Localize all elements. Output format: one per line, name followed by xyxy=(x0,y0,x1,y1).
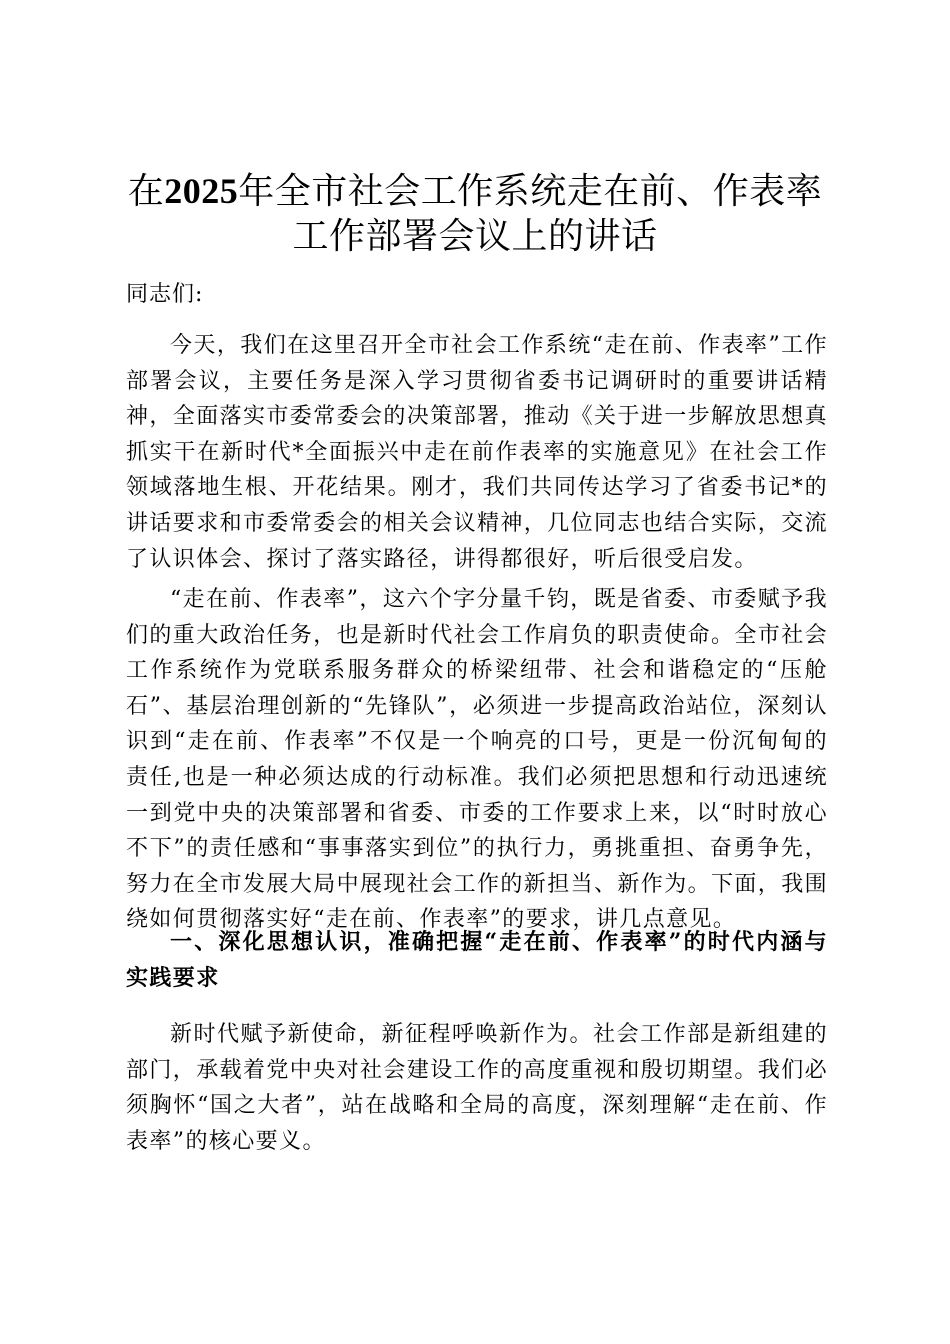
body-paragraph-2: “走在前、作表率”，这六个字分量千钧，既是省委、市委赋予我们的重大政治任务，也是新时代社会工作肩负的职责使命。全市社会工作系统作为党联系服务群众的桥梁纽带、社会和谐稳定的“压舱石”、基层治理创新的“先锋队”，必须进一步提高政治站位，深刻认识到“走在前、作表率”不仅是一个响亮的口号，更是一份沉甸甸的责任,也是一种必须达成的行动标准。我们必须把思想和行动迅速统一到党中央的决策部署和省委、市委的工作要求上来，以“时时放心不下”的责任感和“事事落实到位”的执行力，勇挑重担、奋勇争先，努力在全市发展大局中展现社会工作的新担当、新作为。下面，我围绕如何贯彻落实好“走在前、作表率”的要求，讲几点意见。 xyxy=(126,587,829,933)
document-title-line-1 xyxy=(120,171,830,212)
title-prefix: 在 xyxy=(127,171,165,212)
body-paragraph-3: 新时代赋予新使命，新征程呼唤新作为。社会工作部是新组建的部门，承载着党中央对社会建设工作的高度重视和殷切期望。我们必须胸怀“国之大者”，站在战略和全局的高度，深刻理解“走在前、作表率”的核心要义。 xyxy=(126,1022,829,1154)
salutation: 同志们: xyxy=(126,282,204,307)
document-title-line-2: 工作部署会议上的讲话 xyxy=(292,216,658,257)
title-year: 2025 xyxy=(164,171,239,211)
title-suffix: 年全市社会工作系统走在前、作表率 xyxy=(238,171,823,212)
body-paragraph-1: 今天，我们在这里召开全市社会工作系统“走在前、作表率”工作部署会议，主要任务是深入学习贯彻省委书记调研时的重要讲话精神，全面落实市委常委会的决策部署，推动《关于进一步解放思想真抓实干在新时代*全面振兴中走在前作表率的实施意见》在社会工作领域落地生根、开花结果。刚才，我们共同传达学习了省委书记*的讲话要求和市委常委会的相关会议精神，几位同志也结合实际，交流了认识体会、探讨了落实路径，讲得都很好，听后很受启发。 xyxy=(126,333,829,572)
section-heading-1: 一、深化思想认识，准确把握“走在前、作表率”的时代内涵与实践要求 xyxy=(126,929,828,991)
